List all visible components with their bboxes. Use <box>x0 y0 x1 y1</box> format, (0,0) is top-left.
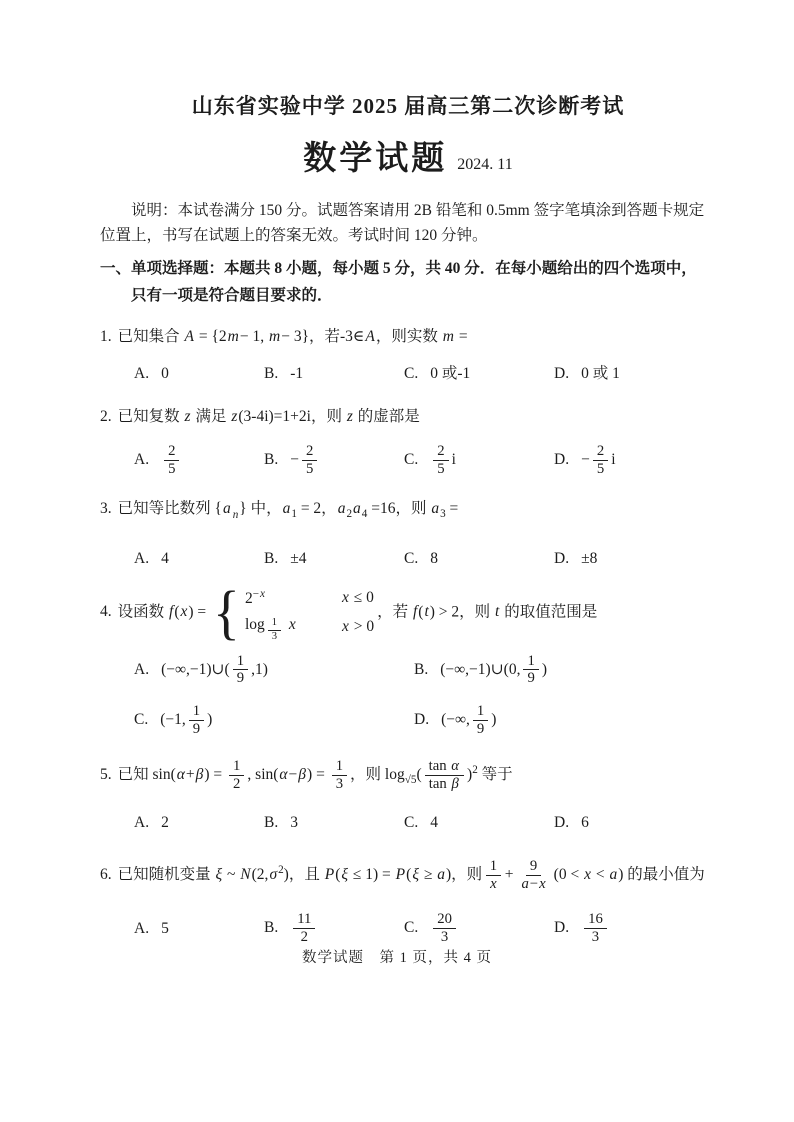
section-one-header <box>100 255 716 309</box>
exam-date: 2024. 11 <box>457 156 513 173</box>
question-3-option-A <box>134 547 264 570</box>
option-label: B. <box>264 814 279 832</box>
question-number: 5. <box>100 766 112 784</box>
option-label: D. <box>414 711 430 729</box>
option-content: − $\frac{2}{5}$ i <box>581 442 616 477</box>
question-4-option-D <box>414 703 694 738</box>
option-content: (−∞,−1)∪(0, $\frac{1}{9}$ ) <box>440 652 548 687</box>
option-label: D. <box>554 550 570 568</box>
question-5-options <box>100 811 716 834</box>
question-number: 4. <box>100 603 112 621</box>
option-label: D. <box>554 814 570 832</box>
question-5 <box>100 758 716 834</box>
question-4-options <box>100 653 716 739</box>
option-content: 0 或 1 <box>581 365 620 383</box>
question-2-option-A <box>134 443 264 478</box>
option-content: 5 <box>161 919 169 937</box>
exam-header-line: 山东省实验中学 2025 届高三第二次诊断考试 <box>191 94 625 118</box>
question-3-option-C <box>404 547 554 570</box>
option-label: A. <box>134 660 150 678</box>
question-6-options <box>100 911 716 946</box>
question-6-option-B <box>264 911 404 946</box>
exam-title-row <box>100 132 716 179</box>
option-label: A. <box>134 550 150 568</box>
section-one-line1: 一、单项选择题：本题共 8 小题，每小题 5 分，共 40 分．在每小题给出的四个选项中， <box>100 259 697 277</box>
option-label: D. <box>554 365 570 383</box>
question-3 <box>100 497 716 570</box>
option-content: 4 <box>161 550 169 568</box>
option-label: A. <box>134 919 150 937</box>
option-content: (−1, $\frac{1}{9}$ ) <box>160 703 213 738</box>
option-content: (−∞, $\frac{1}{9}$ ) <box>441 703 497 738</box>
option-content: 6 <box>581 814 589 832</box>
option-label: D. <box>554 919 570 937</box>
option-label: B. <box>414 660 429 678</box>
question-6 <box>100 858 716 946</box>
option-content: $\frac{20}{3}$ <box>430 919 459 936</box>
question-5-option-D <box>554 811 716 834</box>
piecewise-brace: { <box>213 579 240 646</box>
question-1 <box>100 325 716 386</box>
question-5-option-C <box>404 811 554 834</box>
question-1-option-A <box>134 362 264 385</box>
question-2-options <box>100 443 716 478</box>
page-footer: 数学试题 第 1 页，共 4 页 <box>302 950 492 966</box>
exam-notice: 说明：本试卷满分 150 分。试题答案请用 2B 铅笔和 0.5mm 签字笔填涂到答题卡规定位置上，书写在试题上的答案无效。考试时间 120 分钟。 <box>100 202 705 244</box>
question-1-option-B <box>264 362 404 385</box>
question-number: 1. <box>100 327 112 345</box>
question-6-option-C <box>404 911 554 946</box>
option-label: A. <box>134 365 150 383</box>
option-content: ±4 <box>290 550 307 568</box>
question-4 <box>100 579 716 739</box>
option-content: 8 <box>430 550 438 568</box>
option-content: (−∞,−1)∪( $\frac{1}{9}$ ,1) <box>161 652 268 687</box>
question-3-stem: 3. 已知等比数列 {a $_n$} 中，$a_1 = 2$，$a_2a_4 =16$，则 $a_3$ = <box>100 500 459 521</box>
question-6-option-A <box>134 917 264 940</box>
question-4-option-B <box>414 653 694 688</box>
question-4-option-A <box>134 653 414 688</box>
option-content: $\frac{16}{3}$ <box>581 919 610 936</box>
question-5-option-B <box>264 811 404 834</box>
option-content: 0 或-1 <box>430 365 471 383</box>
option-label: D. <box>554 450 570 468</box>
option-label: C. <box>404 814 419 832</box>
option-content: 0 <box>161 365 169 383</box>
option-content: -1 <box>290 365 304 383</box>
option-label: C. <box>404 550 419 568</box>
option-content: $\frac{11}{2}$ <box>290 919 318 936</box>
question-6-stem: 6. 已知随机变量 ξ ~ $N(2,\sigma^2)$，且 P(ξ ≤ 1) = P(ξ ≥ a)，则 $\frac{1}{x}$ + $\frac{9}{a-x}$ (0 < x < a) 的最小值为 <box>100 858 705 893</box>
option-label: B. <box>264 365 279 383</box>
option-content: 4 <box>430 814 438 832</box>
question-6-option-D <box>554 911 716 946</box>
question-2 <box>100 405 716 477</box>
option-label: A. <box>134 450 150 468</box>
question-4-stem: 4. 设函数 f(x) = { $2^{-x}$ x ≤ 0 log $_{\frac{1}{3}}$ x x > 0 ，若 f(t) > 2，则 t 的取值范围是 <box>100 579 598 646</box>
question-3-option-D <box>554 547 716 570</box>
option-content: 3 <box>290 814 298 832</box>
question-list <box>100 325 716 946</box>
option-label: C. <box>404 450 419 468</box>
question-1-stem: 1. 已知集合 A = {2m− 1, m− 3}，若-3∈A，则实数 m = <box>100 327 468 345</box>
option-label: B. <box>264 450 279 468</box>
question-2-option-C <box>404 443 554 478</box>
question-1-option-D <box>554 362 716 385</box>
question-2-option-D <box>554 443 716 478</box>
section-one-line2: 只有一项是符合题目要求的． <box>131 286 333 304</box>
question-2-option-B <box>264 443 404 478</box>
option-content: − $\frac{2}{5}$ <box>290 451 320 468</box>
question-3-options <box>100 547 716 570</box>
option-label: C. <box>404 365 419 383</box>
question-5-option-A <box>134 811 264 834</box>
question-number: 3. <box>100 500 112 518</box>
question-5-stem: 5. 已知 sin(α+β) = $\frac{1}{2}$ , sin(α−β) = $\frac{1}{3}$ ，则 $\log_{√5}$( $\frac{\text{tan α}}{\text{tan β}}$ )$^2$ 等于 <box>100 758 513 793</box>
option-content: $\frac{2}{5}$ i <box>430 451 456 468</box>
option-label: B. <box>264 919 279 937</box>
page-title: 数学试题 <box>303 141 448 177</box>
question-number: 2. <box>100 408 112 426</box>
question-2-stem: 2. 已知复数 z 满足 z(3-4i)=1+2i，则 z 的虚部是 <box>100 408 420 426</box>
option-content: $\frac{2}{5}$ <box>161 451 182 468</box>
option-content: 2 <box>161 814 169 832</box>
option-label: C. <box>134 711 149 729</box>
question-1-options <box>100 362 716 385</box>
question-number: 6. <box>100 866 112 884</box>
option-label: C. <box>404 919 419 937</box>
option-content: ±8 <box>581 550 598 568</box>
option-label: A. <box>134 814 150 832</box>
question-4-option-C <box>134 703 414 738</box>
option-label: B. <box>264 550 279 568</box>
question-3-option-B <box>264 547 404 570</box>
question-1-option-C <box>404 362 554 385</box>
